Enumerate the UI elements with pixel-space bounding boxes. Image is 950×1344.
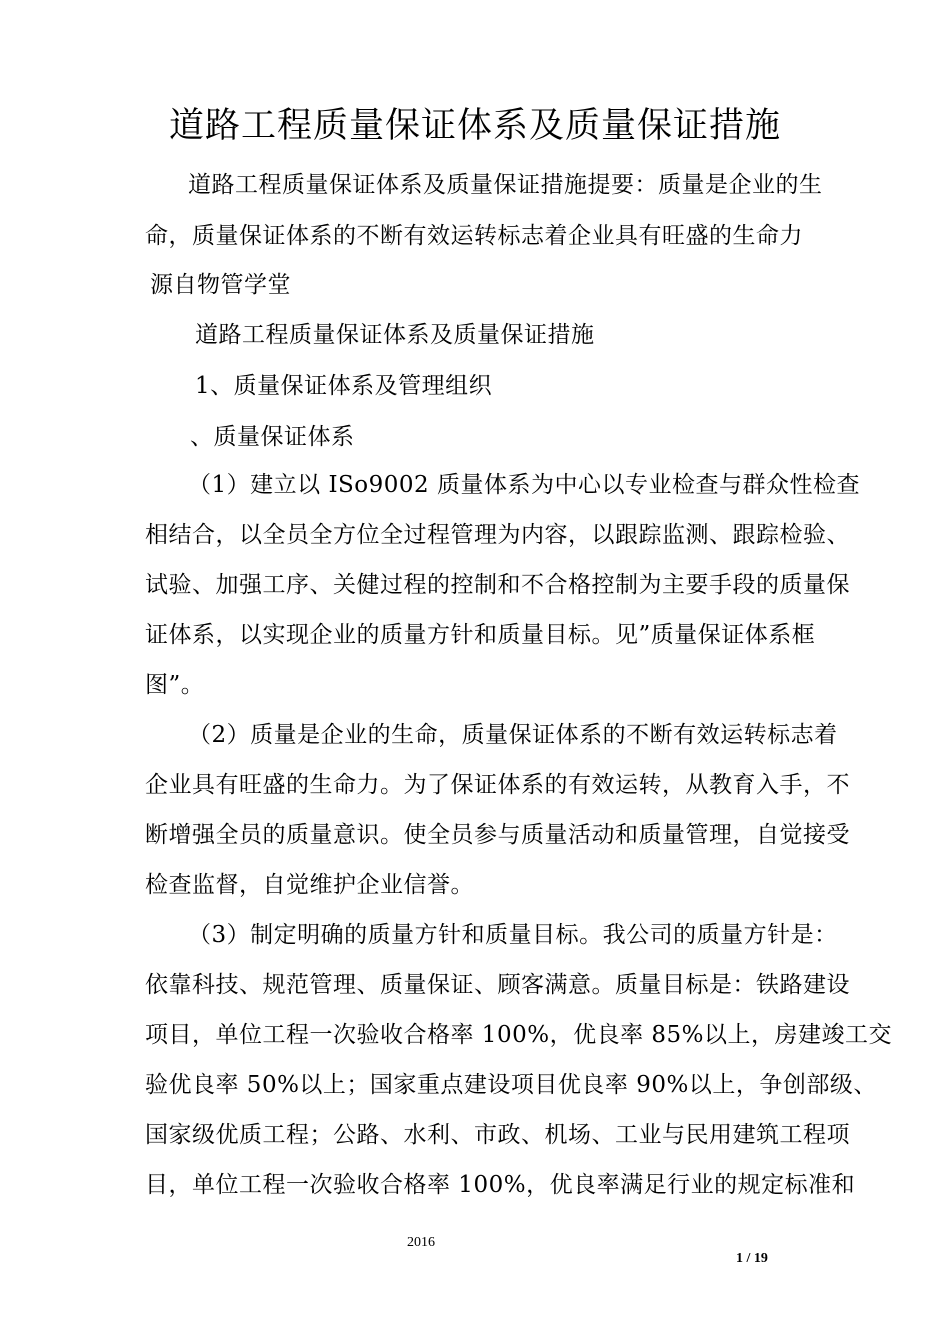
paragraph-line: 命，质量保证体系的不断有效运转标志着企业具有旺盛的生命力	[145, 223, 803, 249]
footer-year: 2016	[407, 1235, 435, 1250]
paragraph-line: 相结合，以全员全方位全过程管理为内容，以跟踪监测、跟踪检验、	[145, 522, 850, 548]
paragraph-line: 证体系，以实现企业的质量方针和质量目标。见”质量保证体系框	[145, 622, 816, 648]
document-title: 道路工程质量保证体系及质量保证措施	[168, 106, 781, 146]
section-heading: 1、质量保证体系及管理组织	[195, 373, 493, 399]
paragraph-line: 断增强全员的质量意识。使全员参与质量活动和质量管理，自觉接受	[145, 822, 850, 848]
paragraph-line: （3）制定明确的质量方针和质量目标。我公司的质量方针是：	[188, 922, 838, 948]
paragraph-line: 图”。	[145, 672, 205, 698]
paragraph-line: 道路工程质量保证体系及质量保证措施提要：质量是企业的生	[188, 172, 823, 198]
paragraph-line: （1）建立以 ISo9002 质量体系为中心以专业检查与群众性检查	[188, 472, 860, 498]
page-number: 1 / 19	[736, 1251, 768, 1266]
paragraph-line: 项目，单位工程一次验收合格率 100%，优良率 85%以上，房建竣工交	[145, 1022, 892, 1048]
paragraph-line: 道路工程质量保证体系及质量保证措施	[195, 322, 595, 348]
paragraph-line: 企业具有旺盛的生命力。为了保证体系的有效运转，从教育入手，不	[145, 772, 850, 798]
paragraph-line: 国家级优质工程；公路、水利、市政、机场、工业与民用建筑工程项	[145, 1122, 850, 1148]
paragraph-line: 验优良率 50%以上；国家重点建设项目优良率 90%以上，争创部级、	[145, 1072, 877, 1098]
paragraph-line: 检查监督，自觉维护企业信誉。	[145, 872, 474, 898]
paragraph-line: 目，单位工程一次验收合格率 100%，优良率满足行业的规定标准和	[145, 1172, 856, 1198]
paragraph-line: 试验、加强工序、关健过程的控制和不合格控制为主要手段的质量保	[145, 572, 850, 598]
paragraph-line: （2）质量是企业的生命，质量保证体系的不断有效运转标志着	[188, 722, 838, 748]
paragraph-line: 依靠科技、规范管理、质量保证、顾客满意。质量目标是：铁路建设	[145, 972, 850, 998]
subsection-heading: 、质量保证体系	[190, 424, 355, 450]
paragraph-line: 源自物管学堂	[150, 272, 291, 298]
